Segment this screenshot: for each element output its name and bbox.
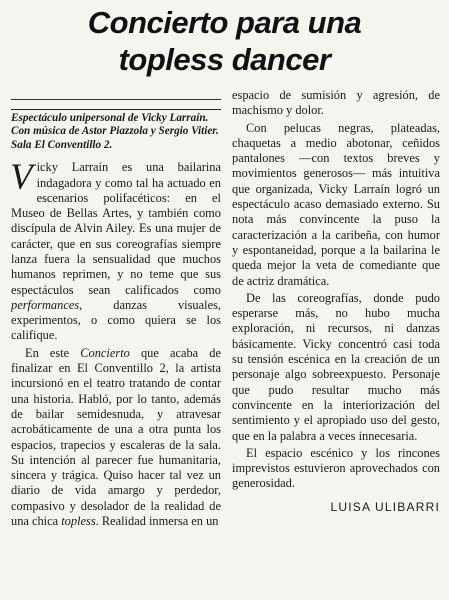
credits-divider (11, 99, 221, 100)
paragraph-continuation: espacio de sumisión y agresión, de machismo y dolor. (232, 88, 440, 118)
headline (0, 4, 449, 78)
headline-line-1: Concierto para una (87, 5, 362, 40)
paragraph-coreografias: De las coreografías, donde pudo esperarse más, no hubo mucha exploración, ni recursos, ni danzas básicamente. Vicky concentró casi toda su tensión escénica en la creación de un personaje algo sobreexpuesto. Personaje que pudo resultar mucho más convincente en la interiorización del sentimiento y el apropiado uso del gesto, que en la palabra a veces innecesaria. (232, 290, 440, 443)
drop-cap: V (10, 157, 33, 199)
author-signature: LUISA ULIBARRI (330, 499, 440, 514)
left-column (11, 99, 221, 529)
paragraph-pelucas: Con pelucas negras, plateadas, chaquetas a medio abotonar, ceñidos pantalones —con textos breves y movimientos generosos— más intuitiva que organizada, Vicky Larraín logró un espectáculo acaso demasiado externo. Su nota más convincente la puso la caracterización a la caribeña, con humor y espontaneidad, porque a la bailarina le queda mejor la veta de comediante que de actriz dramática. (232, 120, 440, 288)
right-column (232, 88, 440, 515)
paragraph-concierto: En este Concierto que acaba de finalizar en El Conventillo 2, la artista incursionó en el teatro tratando de contar una historia. Habló, por lo tanto, además de bailar semidesnuda, y atravesar acrobáticamente de una a otra punta los espacios, trapecios y escaleras de la sala. Su intención al parecer fue humanitaria, sincera y trágica. Quiso hacer tal vez un diario de vida amargo y perdedor, compasivo y desolador de la realidad de una chica topless. Realidad inmersa en un (11, 345, 221, 529)
show-credits: Espectáculo unipersonal de Vicky Larraín. Con música de Astor Piazzola y Sergio Vitier. Sala El Conventillo 2. (11, 109, 221, 160)
paragraph-intro: Vicky Larraín es una bailarina indagadora y como tal ha actuado en escenarios polifacéticos: en el Museo de Bellas Artes, y también como discípula de Alvin Ailey. Es una mujer de carácter, que en sus coreografías siempre lanza fuera la sensualidad que muchos humanos reprimen, y no teme que sus espectáculos sean calificados como performances, danzas visuales, experimentos, o como quiera se los califique. (10, 157, 221, 343)
paragraph-espacio: El espacio escénico y los rincones imprevistos estuvieron aprovechados con generosidad. (232, 445, 440, 491)
headline-line-2: topless dancer (118, 42, 331, 77)
